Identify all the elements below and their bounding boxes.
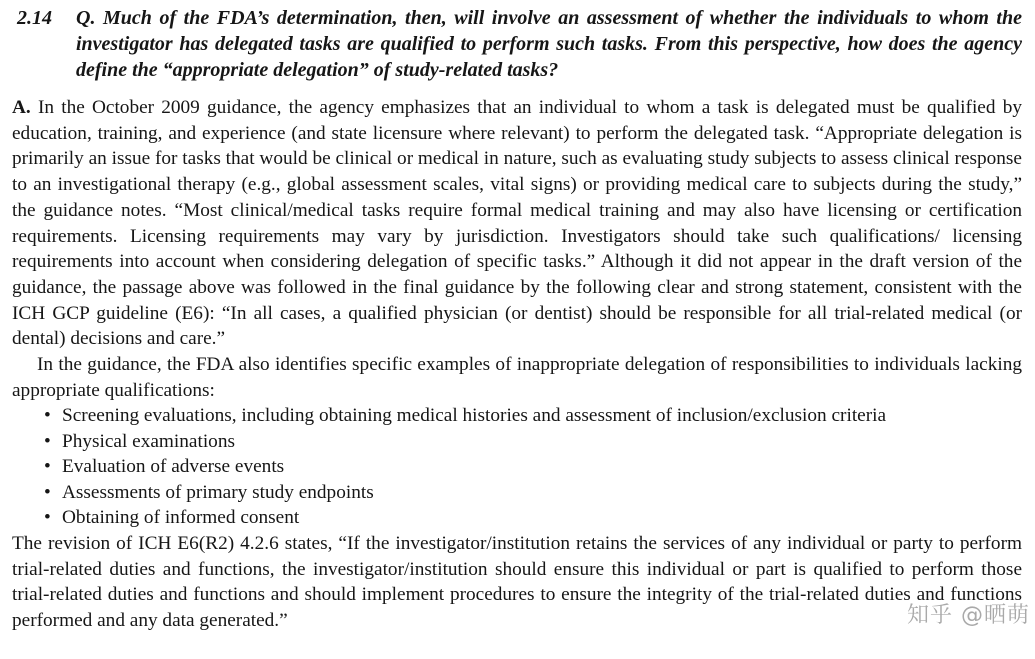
closing-paragraph: The revision of ICH E6(R2) 4.2.6 states, “If the investigator/institution retains the services of any individual or party to perform trial-related duties and functions, the investigator/institution should ensure this individual or part is qualified to perform those trial-related duties and functions and should implement procedures to ensure the integrity of the trial-related duties and functions performed and any data generated.”	[12, 532, 1022, 632]
bullet-icon: •	[44, 430, 51, 452]
list-item	[12, 403, 1022, 429]
list-item-text: Obtaining of informed consent	[62, 507, 300, 529]
answer-paragraph-2: In the guidance, the FDA also identifies specific examples of inappropriate delegation of responsibilities to individuals lacking appropriate qualifications:	[12, 354, 1022, 401]
bullet-icon: •	[44, 481, 51, 503]
question-label: Q.	[76, 7, 96, 29]
answer-label: A.	[12, 97, 31, 118]
list-item-text: Assessments of primary study endpoints	[62, 481, 374, 503]
answer-paragraph-1	[12, 95, 1022, 352]
answer-paragraph-1-text: In the October 2009 guidance, the agency emphasizes that an individual to whom a task is delegated must be qualified by education, training, and experience (and state licensure where relevant) to perform the delegated task. “Appropriate delegation is primarily an issue for tasks that would be clinical or medical in nature, such as evaluating study subjects to assess clinical response to an investigational therapy (e.g., global assessment scales, vital signs) or providing medical care to subjects during the study,” the guidance notes. “Most clinical/medical tasks require formal medical training and may also have licensing or certification requirements. Licensing requirements may vary by jurisdiction. Investigators should take such qualifications/ licensing requirements into account when considering delegation of specific tasks.” Although it did not appear in the draft version of the guidance, the passage above was followed in the final guidance by the following clear and strong statement, consistent with the ICH GCP guideline (E6): “In all cases, a qualified physician (or dentist) should be responsible for all trial-related medical (or dental) decisions and care.”	[12, 97, 1022, 350]
bullet-list	[12, 403, 1022, 531]
list-item-text: Evaluation of adverse events	[62, 456, 285, 478]
section-number: 2.14	[17, 7, 52, 29]
list-item-text: Screening evaluations, including obtaining medical histories and assessment of inclusion/exclusion criteria	[62, 405, 887, 427]
zhihu-watermark: 知乎 @晒萌	[907, 603, 1030, 628]
bullet-icon: •	[44, 507, 51, 529]
list-item	[12, 454, 1022, 480]
list-item-text: Physical examinations	[62, 430, 235, 452]
bullet-icon: •	[44, 405, 51, 427]
bullet-icon: •	[44, 456, 51, 478]
list-item	[12, 429, 1022, 455]
list-item	[12, 505, 1022, 531]
question-text	[76, 5, 1022, 83]
list-item	[12, 480, 1022, 506]
question-block	[12, 5, 1022, 83]
question-body: Much of the FDA’s determination, then, will involve an assessment of whether the individuals to whom the investigator has delegated tasks are qualified to perform such tasks. From this perspective, how does the agency define the “appropriate delegation” of study-related tasks?	[76, 7, 1022, 81]
